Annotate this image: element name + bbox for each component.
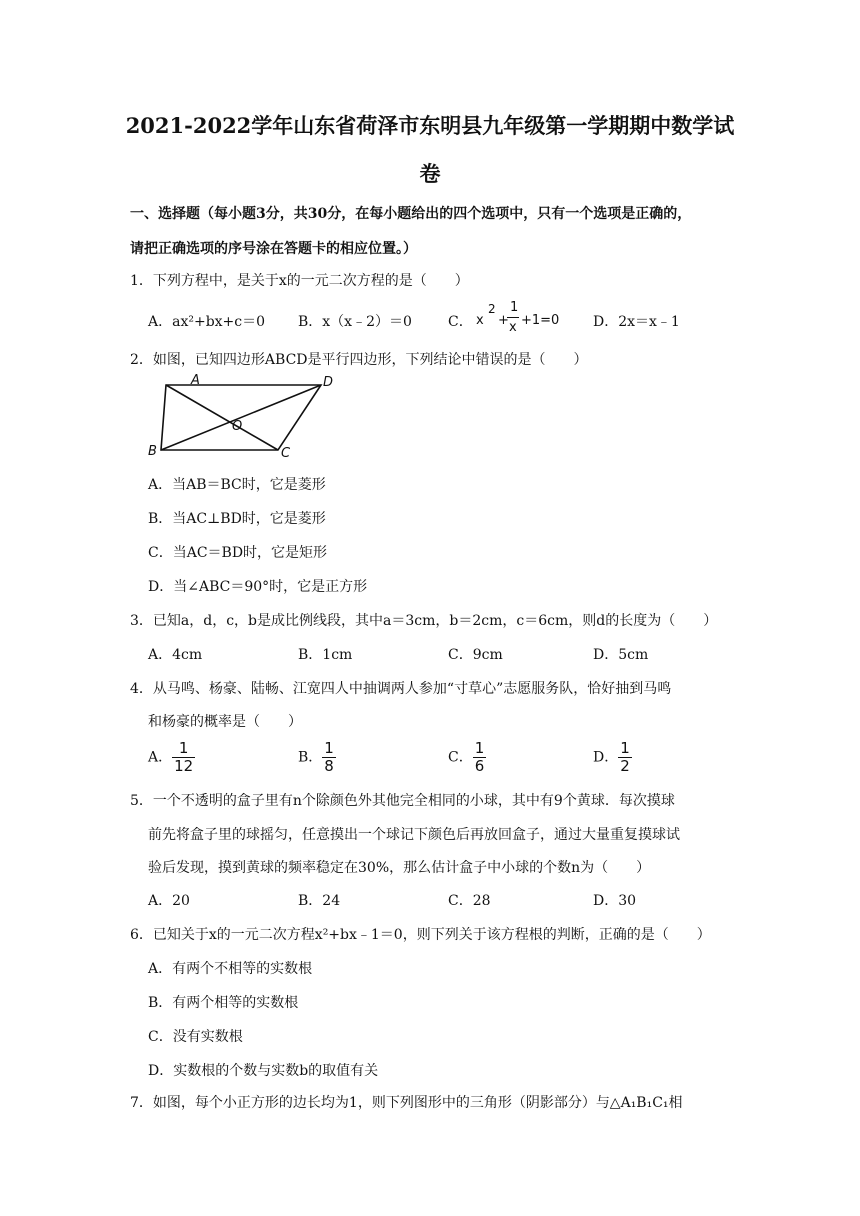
document-title-line2: 卷	[419, 161, 441, 186]
question-5-option-d: D．30	[593, 893, 637, 909]
question-4-option-b	[298, 740, 336, 775]
fraction-denominator: 6	[474, 757, 485, 775]
formula-fraction-bar	[507, 317, 519, 318]
figure-label-d: D	[323, 375, 334, 390]
document-title-line1: 2021-2022学年山东省荷泽市东明县九年级第一学期期中数学试	[125, 113, 735, 138]
formula-numerator: 1	[510, 300, 519, 315]
question-1-stem: 1．下列方程中，是关于x的一元二次方程的是（ ）	[130, 273, 469, 289]
question-4-stem-line1: 4．从马鸣、杨豪、陆畅、江宽四人中抽调两人参加“寸草心”志愿服务队，恰好抽到马鸣	[130, 681, 672, 697]
question-2-stem: 2．如图，已知四边形ABCD是平行四边形，下列结论中错误的是（ ）	[130, 352, 588, 368]
question-4-option-c	[448, 740, 486, 775]
question-2-option-b: B．当AC⊥BD时，它是菱形	[148, 511, 326, 527]
figure-label-c: C	[281, 446, 291, 461]
figure-label-a: A	[191, 373, 200, 388]
parallelogram-figure	[146, 370, 346, 462]
question-6-option-a: A．有两个不相等的实数根	[148, 961, 313, 977]
fraction-numerator: 1	[324, 739, 334, 757]
question-3-option-c: C．9cm	[448, 647, 503, 663]
question-6-option-d: D．实数根的个数与实数b的取值有关	[148, 1063, 379, 1079]
fraction-denominator: 2	[620, 757, 630, 775]
question-7-stem: 7．如图，每个小正方形的边长均为1，则下列图形中的三角形（阴影部分）与△A₁B₁C₁相	[130, 1095, 683, 1111]
fraction	[473, 740, 487, 775]
question-1-option-b: B．x（x﹣2）＝0	[298, 314, 412, 330]
fraction-denominator: 8	[324, 757, 334, 775]
section-header-line2: 请把正确选项的序号涂在答题卡的相应位置。）	[130, 241, 417, 257]
fraction-numerator: 1	[474, 739, 485, 757]
question-1-option-c-label: C．	[448, 314, 473, 330]
option-label: A．	[148, 749, 173, 766]
option-label: C．	[448, 749, 473, 766]
question-3-option-d: D．5cm	[593, 647, 649, 663]
question-2-option-c: C．当AC＝BD时，它是矩形	[148, 545, 328, 561]
question-3-option-b: B．1cm	[298, 647, 353, 663]
question-6-option-b: B．有两个相等的实数根	[148, 995, 299, 1011]
question-5-stem-line2: 前先将盒子里的球摇匀，任意摸出一个球记下颜色后再放回盒子，通过大量重复摸球试	[148, 827, 680, 843]
question-6-option-c: C．没有实数根	[148, 1029, 243, 1045]
question-5-stem-line3: 验后发现，摸到黄球的频率稳定在30%，那么估计盒子中小球的个数n为（ ）	[148, 860, 651, 876]
question-5-option-c: C．28	[448, 893, 491, 909]
formula-denominator: x	[509, 320, 517, 335]
question-1-option-d: D．2x＝x﹣1	[593, 314, 680, 330]
option-label: B．	[298, 749, 323, 766]
question-3-option-a: A．4cm	[148, 647, 203, 663]
fraction	[618, 740, 632, 775]
question-5-stem-line1: 5．一个不透明的盒子里有n个除颜色外其他完全相同的小球，其中有9个黄球．每次摸球	[130, 793, 675, 809]
question-4-stem-line2: 和杨豪的概率是（ ）	[148, 714, 302, 730]
question-2-option-a: A．当AB＝BC时，它是菱形	[148, 477, 326, 493]
figure-label-b: B	[148, 444, 157, 459]
formula-base: x	[476, 313, 484, 328]
formula-exponent: 2	[488, 302, 496, 316]
fraction-numerator: 1	[172, 740, 195, 758]
formula-plus: +	[498, 313, 509, 328]
formula-rest: +1=0	[521, 313, 560, 328]
fraction	[172, 740, 195, 775]
question-5-option-b: B．24	[298, 893, 341, 909]
question-4-option-a	[148, 740, 195, 775]
fraction-numerator: 1	[620, 739, 630, 757]
fraction	[322, 740, 336, 775]
question-4-option-d	[593, 740, 632, 775]
question-5-option-a: A．20	[148, 893, 190, 909]
question-1-option-c-formula	[474, 300, 564, 336]
question-1-option-a: A．ax²+bx+c＝0	[148, 314, 266, 330]
question-6-stem: 6．已知关于x的一元二次方程x²+bx﹣1＝0，则下列关于该方程根的判断，正确的是（ ）	[130, 927, 711, 943]
section-header-line1: 一、选择题（每小题3分，共30分，在每小题给出的四个选项中，只有一个选项是正确的，	[130, 206, 692, 222]
option-label: D．	[593, 749, 619, 766]
figure-label-o: O	[232, 419, 243, 434]
question-2-option-d: D．当∠ABC＝90°时，它是正方形	[148, 579, 368, 595]
fraction-denominator: 12	[174, 757, 194, 775]
question-3-stem: 3．已知a，d，c，b是成比例线段，其中a＝3cm，b＝2cm，c＝6cm，则d的长度为（ ）	[130, 613, 718, 629]
